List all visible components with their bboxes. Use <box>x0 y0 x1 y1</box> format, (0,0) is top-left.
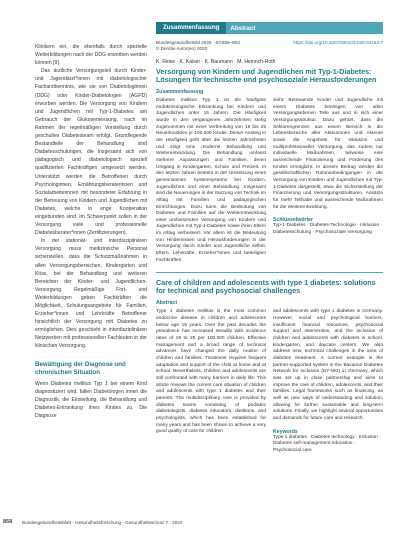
german-abstract-text-1: Diabetes mellitus Typ 1 ist die häufigste endokrinologische Erkrankung bei Kindern und Jugendlichen unter 15 Jahren. Die Häufigkeit wurde in den vergangenen Jahrzehnten stetig zugenommen mit einer Verbreitung von 19 bis 25 Neuerkrankten je 100.000 Kinder. Dieser Anstieg in der Häufigkeit geht über die letzten Jahrzehnten und zeigt eine moderne Behandlung und Weiterentwicklung. Die Behandlung umfasst mehrere Anpassungen und Familien, deren Umgang in Kindergarten, Schule und Freizeit. In den letzten Jahren besteht in der Umsetzung eines gemeinsamen Systemsystems bei Kindern, Jugendlichen und einer Behandlung. Insgesamt sind die Neuerungen in der Nutzung von Technik im Alltag mit Familien und pädagogischen Einrichtungen. Dazu kann die Bedeutung von Diabetes und Familien auf die Weiterentwicklung einer umfassenden Versorgung von Kindern und Jugendlichen mit Typ-1-Diabetes sowie ihren Eltern im Alltag verbessert. Vor allem ist die Bedeutung von Hindernissen und Herausforderungen in der Versorgung durch Kinder und Jugendliche selbst, Eltern, Lehrkräfte, Erzieher*innen und beteiligten Fachkräften. <box>156 98 266 263</box>
section-heading-diagnosis: Bewältigung der Diagnose und chronischen Situation <box>35 360 126 376</box>
keywords-heading-en: Keywords <box>273 428 298 435</box>
zusammenfassung-heading: Zusammenfassung <box>156 89 204 95</box>
keywords-heading-de: Schlüsselwörter <box>273 217 314 224</box>
tab-zusammenfassung: Zusammenfassung <box>156 22 226 34</box>
page-footer <box>0 519 413 527</box>
english-abstract-col-2 <box>273 309 383 454</box>
german-abstract-col-2 <box>273 98 383 264</box>
left-paragraph-2: Das ärztliche Versorgungsteil durch Kinder- und Jugendärzt*innen mit diabetologischer Facharztkenntnis, wie sie von Diabetologinnen (DDG) oder Kinder-Diabetologen (AGPD) erworben werden. Die Versorgung von Kindern und Jugendlichen mit Typ-1-Diabetes am Gebrauch der Glukosemessung, nach im Rahmen der regelmäßigen Vorstellung durch geschultes Diabetesteam erfolgt. Grundlegende Bestandteile der Behandlung sind Diabetesschulungen, die insgesamt sich von pädagogisch und diabetologisch speziell qualifizierten Fachkräftgen umgesetzt werden. Unterstützt werden die Betroffenen durch Psychologinnen, Ernährungsberaterinnen und Sozialarbeiterinnen mit besonderer Erfahrung in der Betreuung von Kindern und Jugendlichen mit Diabetes, welche in enge Kooperation eingebunden sind. Im Schwerpunkt sollen in der Versorgung viele und professionelle Diabetesberater*innen (Zertifizierungen). <box>35 68 147 237</box>
abstract-panel <box>156 22 383 454</box>
left-paragraph-4: Wenn Diabetes mellitus Typ 1 bei einem Kind diagnostiziert wird, fallen Diabetologen innen die Diagnostik, die Einstellung, die Behandlung und Diabetes-Erkrankung ihres Kindes zu. Die Diagnose <box>35 380 147 419</box>
journal-footer: Bundesgesundheitsblatt - Gesundheitsforschung - Gesundheitsschutz 7 · 2020 <box>22 520 183 525</box>
left-text-column <box>35 43 147 420</box>
left-paragraph-1: Klinikern ein, die ebenfalls durch spezielle Weiterbildungen nach der DDG erworben werden können [9]. <box>35 44 147 67</box>
english-abstract-text-1: Type 1 diabetes mellitus is the most common endocrine disease in children and adolescents below age 15 years. Over the past decades the prevalence has increased steadily with incidence rates of 19 to 25 per 100,000 children. Effective management and a broad range of technical advances have changed the daily routine of children and families. Treatment requires frequent adaptation and support of the child at home and at school. Nevertheless, children and adolescents are still confronted with many barriers in daily life. This article reviews the current care situation of children and adolescents with type 1 diabetes and their parents. The multidisciplinary care is provided by diabetes teams consisting of pediatric diabetologists, diabetes educators, dietitians, and psychologists, which has been established for many years and has been shown to achieve a very good quality of care for children <box>156 309 266 435</box>
english-abstract-col-1 <box>156 309 266 454</box>
citation-text: Bundesgesundheitsbl 2020 · 63:856–863 <box>156 40 240 45</box>
german-abstract-text-2: sieht. Betreuende Kinder und Jugendliche mit einem Diabetes benötigen von allen Versorgungsebenen Teile aus und in sich einer Versorgungsstruktur. Dazu gehört, dass die Sektorengrenzen aus einem Bereich in die Lebensbereiche aller Akteurinnen und Akteure sowie die Angebote für Inklusion und multiprofessioneller Versorgung, das zudem nur individuelle Maßnahmen, teilweise eine ausreichende Finanzierung und Förderung des Kindes ermöglicht. In diesem Beitrag werden die gesellschaftlichen Rahmenbedingungen in der Versorgung von Kindern und Jugendlichen mit Typ-1-Diabetes dargestellt, etwa die Sicherstellung der Finanzierung und Versorgungsstrukturen, Ansätze für mehr Teilhabe und ausreichende Maßnahmen für die Weiterentwicklung. <box>273 98 383 210</box>
copyright-line: © Der/die Autor(en) 2020 <box>156 46 208 51</box>
english-abstract-text-2: and adolescents with type 1 diabetes in Germany. However, social and psychological barriers, insufficient financial resources, psychosocial support and intervention, and the inclusion of children and adolescents with diabetes in school, kindergarten, and daycare centers. We also address new, technical challenges in the area of diabetes treatment. A current example is the partner-supported system in the Bavarian Diabetes Network for Inclusion (BY-NKI) in Germany, which was set up in close partnership and aims to improve the care of children, adolescents, and their families. Legal frameworks such as financing, as well as new ways of understanding and solution, allowing for further sustainable and long-term solutions. Finally, we highlight several opportunities and demands for future care and research. <box>273 309 383 421</box>
keywords-en: Type 1 diabetes · Diabetes technology · Inclusion · Diabetes self-management education · Psychosocial care <box>273 434 381 453</box>
abstract-heading: Abstract <box>156 300 178 307</box>
abstract-tab-bar <box>156 22 383 34</box>
page-number: 858 <box>3 519 13 525</box>
german-title: Versorgung von Kindern und Jugendlichen mit Typ-1-Diabetes: Lösungen für technische und psychosoziale Herausforderungen <box>156 67 377 84</box>
tab-abstract: Abstract <box>230 24 256 32</box>
german-abstract-col-1 <box>156 98 266 264</box>
keywords-de: Typ-1-Diabetes · Diabetes-Technologie · Inklusion · Diabetesschulung · Psychosoziale Versorgung <box>273 223 383 235</box>
german-abstract-columns <box>156 98 383 264</box>
left-paragraph-3: In der stationär- und interdisziplinären Versorgung muss medizinische Personal sicherstellen, dass die Schutzmaßnahmen in allen Versorgungsbereichen, Kindergärten und Kitas, bei der Behandlung und weiteren Bereichen der Kinder- und Jugendlichen-Versorgung. Regelmäßige Fort- und Weiterbildungen geben Fachkräften die Möglichkeit, Schulungsangebote für Familien, Erzieher*innen und Lehrkräfte Betroffener hinsichtlich der Versorgung mit Diabetes zu ermöglichen. Dies geschieht in interdisziplinären Netzwerken mit professionellen Fachleuten in der klinischen Versorgung. <box>35 238 147 350</box>
english-abstract-columns <box>156 309 383 454</box>
doi-link[interactable]: https://doi.org/10.1007/s00103-020-03163-7 <box>293 40 383 45</box>
authors: K. Reiss · K. Kaiser · K. Baumann · M. Heinrich-Roth <box>156 59 276 65</box>
divider <box>156 272 383 273</box>
english-title: Care of children and adolescents with type 1 diabetes: solutions for technical and psychosocial challenges <box>156 278 376 296</box>
